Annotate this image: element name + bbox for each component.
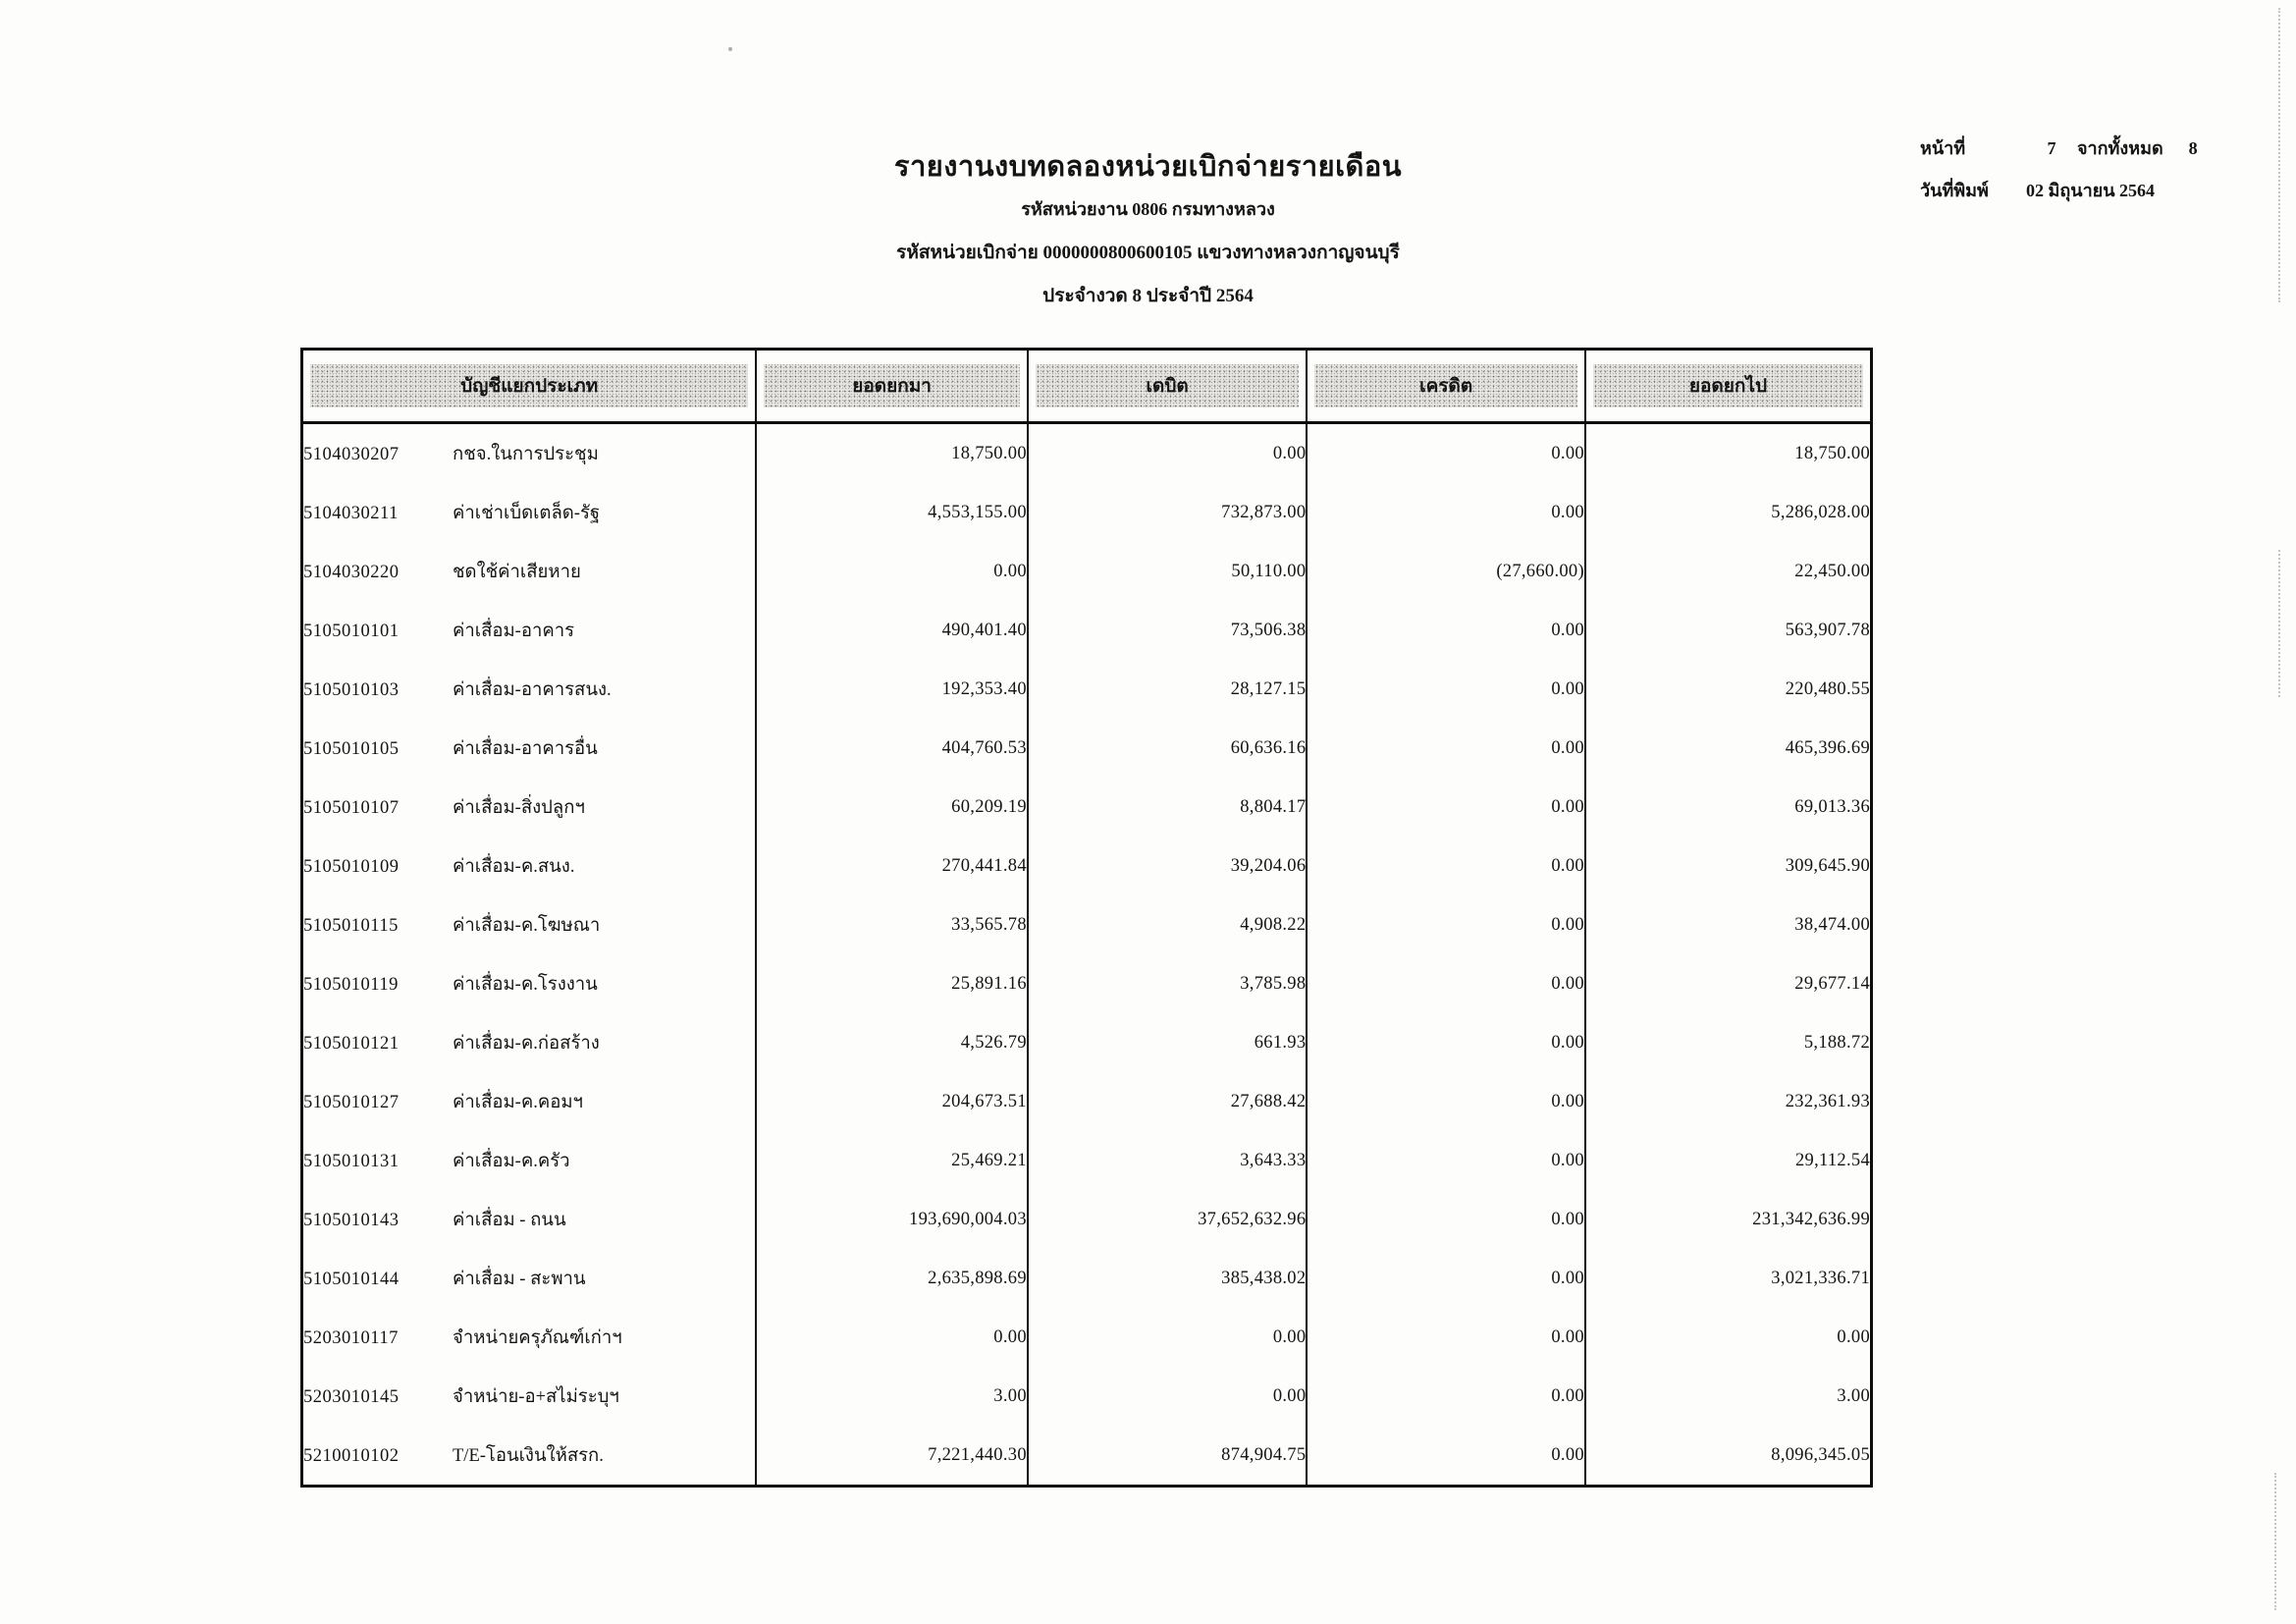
account-cell (302, 483, 757, 542)
table-row (302, 954, 1872, 1013)
debit-cell: 874,904.75 (1028, 1426, 1308, 1487)
credit-cell: 0.00 (1307, 483, 1585, 542)
carry-forward-in-cell: 192,353.40 (756, 660, 1028, 719)
account-cell (302, 542, 757, 601)
account-name: ค่าเสื่อม-ค.คอมฯ (453, 1092, 583, 1112)
carry-forward-in-cell: 3.00 (756, 1367, 1028, 1426)
credit-cell: 0.00 (1307, 660, 1585, 719)
col-header-debit (1028, 350, 1308, 423)
account-name: ค่าเสื่อม - สะพาน (453, 1269, 586, 1289)
carry-forward-in-cell: 0.00 (756, 1308, 1028, 1367)
carry-forward-in-cell: 2,635,898.69 (756, 1249, 1028, 1308)
debit-cell: 39,204.06 (1028, 837, 1308, 895)
carry-forward-in-cell: 204,673.51 (756, 1072, 1028, 1131)
table-row (302, 837, 1872, 895)
trial-balance-table (300, 348, 1873, 1488)
account-name: ชดใช้ค่าเสียหาย (453, 562, 581, 582)
account-code: 5105010101 (303, 621, 400, 641)
carry-forward-out-cell: 309,645.90 (1585, 837, 1872, 895)
account-code: 5210010102 (303, 1445, 400, 1466)
carry-forward-out-cell: 22,450.00 (1585, 542, 1872, 601)
account-code: 5105010115 (303, 915, 399, 936)
debit-cell: 60,636.16 (1028, 719, 1308, 778)
table-header (302, 350, 1872, 423)
print-info-block (1920, 134, 2273, 218)
carry-forward-in-cell: 0.00 (756, 542, 1028, 601)
account-code: 5105010143 (303, 1210, 400, 1230)
disbursement-unit-line: รหัสหน่วยเบิกจ่าย 0000000800600105 แขวงทางหลวงกาญจนบุรี (896, 243, 1400, 263)
table-row (302, 1426, 1872, 1487)
account-code: 5105010107 (303, 797, 400, 818)
table-row (302, 601, 1872, 660)
period-line: ประจำงวด 8 ประจำปี 2564 (1042, 286, 1254, 306)
carry-forward-out-cell: 232,361.93 (1585, 1072, 1872, 1131)
carry-forward-in-cell: 25,469.21 (756, 1131, 1028, 1190)
credit-cell: 0.00 (1307, 837, 1585, 895)
account-name: ค่าเสื่อม-ค.โรงงาน (453, 974, 598, 995)
col-header-account (302, 350, 757, 423)
carry-forward-out-cell: 3.00 (1585, 1367, 1872, 1426)
credit-cell: 0.00 (1307, 895, 1585, 954)
account-name: ค่าเสื่อม - ถนน (453, 1210, 566, 1230)
carry-forward-out-cell: 3,021,336.71 (1585, 1249, 1872, 1308)
carry-forward-out-cell: 29,677.14 (1585, 954, 1872, 1013)
account-code: 5105010127 (303, 1092, 400, 1112)
account-code: 5105010109 (303, 856, 400, 877)
table-row (302, 660, 1872, 719)
account-name: ค่าเสื่อม-อาคาร (453, 621, 575, 641)
table-header-row (302, 350, 1872, 423)
credit-cell: 0.00 (1307, 1072, 1585, 1131)
account-code: 5104030207 (303, 444, 400, 464)
debit-cell: 0.00 (1028, 1367, 1308, 1426)
carry-forward-out-cell: 5,188.72 (1585, 1013, 1872, 1072)
account-name: T/E-โอนเงินให้สรก. (453, 1445, 604, 1466)
account-name: ค่าเสื่อม-ค.โฆษณา (453, 915, 601, 936)
account-name: จำหน่ายครุภัณฑ์เก่าฯ (453, 1327, 622, 1348)
carry-forward-in-cell: 4,553,155.00 (756, 483, 1028, 542)
account-cell (302, 423, 757, 484)
credit-cell: 0.00 (1307, 1131, 1585, 1190)
account-name: กชจ.ในการประชุม (453, 444, 599, 464)
debit-cell: 28,127.15 (1028, 660, 1308, 719)
carry-forward-out-cell: 563,907.78 (1585, 601, 1872, 660)
account-cell (302, 1013, 757, 1072)
account-code: 5104030220 (303, 562, 400, 582)
col-header-carry-out-label: ยอดยกไป (1593, 364, 1863, 407)
account-name: ค่าเสื่อม-ค.ครัว (453, 1151, 570, 1171)
scan-artifact (2278, 8, 2280, 302)
table-row (302, 719, 1872, 778)
carry-forward-out-cell: 231,342,636.99 (1585, 1190, 1872, 1249)
account-cell (302, 837, 757, 895)
account-code: 5105010121 (303, 1033, 400, 1054)
table-row (302, 1367, 1872, 1426)
print-date-value: 02 มิถุนายน 2564 (2026, 181, 2156, 200)
col-header-carry-in (756, 350, 1028, 423)
table-body (302, 423, 1872, 1487)
debit-cell: 385,438.02 (1028, 1249, 1308, 1308)
debit-cell: 661.93 (1028, 1013, 1308, 1072)
carry-forward-out-cell: 29,112.54 (1585, 1131, 1872, 1190)
credit-cell: 0.00 (1307, 423, 1585, 484)
account-cell (302, 1308, 757, 1367)
table-row (302, 1013, 1872, 1072)
report-title: รายงานงบทดลองหน่วยเบิกจ่ายรายเดือน (893, 151, 1403, 183)
agency-code-line: รหัสหน่วยงาน 0806 กรมทางหลวง (1021, 199, 1275, 219)
credit-cell: 0.00 (1307, 1249, 1585, 1308)
scan-artifact (728, 47, 732, 51)
total-pages-label: จากทั้งหมด (2077, 138, 2163, 158)
account-cell (302, 719, 757, 778)
scan-artifact (2278, 550, 2280, 697)
account-name: ค่าเสื่อม-ค.สนง. (453, 856, 575, 877)
credit-cell: 0.00 (1307, 601, 1585, 660)
carry-forward-out-cell: 220,480.55 (1585, 660, 1872, 719)
account-cell (302, 1072, 757, 1131)
table-row (302, 778, 1872, 837)
credit-cell: (27,660.00) (1307, 542, 1585, 601)
debit-cell: 37,652,632.96 (1028, 1190, 1308, 1249)
account-cell (302, 1190, 757, 1249)
account-name: ค่าเสื่อม-สิ่งปลูกฯ (453, 797, 585, 818)
table-row (302, 1131, 1872, 1190)
table-row (302, 1249, 1872, 1308)
scan-artifact (2274, 1473, 2276, 1610)
table-row (302, 423, 1872, 484)
carry-forward-in-cell: 270,441.84 (756, 837, 1028, 895)
debit-cell: 8,804.17 (1028, 778, 1308, 837)
carry-forward-in-cell: 7,221,440.30 (756, 1426, 1028, 1487)
page-label: หน้าที่ (1920, 138, 1966, 158)
account-cell (302, 660, 757, 719)
carry-forward-in-cell: 25,891.16 (756, 954, 1028, 1013)
account-cell (302, 1131, 757, 1190)
account-cell (302, 1249, 757, 1308)
debit-cell: 3,785.98 (1028, 954, 1308, 1013)
print-date-row (1920, 176, 2273, 204)
table-row (302, 1308, 1872, 1367)
account-name: ค่าเสื่อม-ค.ก่อสร้าง (453, 1033, 600, 1054)
carry-forward-out-cell: 5,286,028.00 (1585, 483, 1872, 542)
carry-forward-in-cell: 4,526.79 (756, 1013, 1028, 1072)
total-pages-number: 8 (2188, 138, 2198, 158)
carry-forward-in-cell: 193,690,004.03 (756, 1190, 1028, 1249)
account-name: ค่าเช่าเบ็ดเตล็ด-รัฐ (453, 503, 601, 523)
account-cell (302, 1426, 757, 1487)
account-name: จำหน่าย-อ+สไม่ระบุฯ (453, 1386, 619, 1407)
col-header-carry-out (1585, 350, 1872, 423)
col-header-carry-in-label: ยอดยกมา (764, 364, 1020, 407)
credit-cell: 0.00 (1307, 1367, 1585, 1426)
debit-cell: 27,688.42 (1028, 1072, 1308, 1131)
carry-forward-out-cell: 0.00 (1585, 1308, 1872, 1367)
debit-cell: 0.00 (1028, 423, 1308, 484)
carry-forward-out-cell: 38,474.00 (1585, 895, 1872, 954)
print-date-label: วันที่พิมพ์ (1920, 181, 1989, 200)
table-row (302, 1190, 1872, 1249)
carry-forward-out-cell: 69,013.36 (1585, 778, 1872, 837)
debit-cell: 732,873.00 (1028, 483, 1308, 542)
col-header-credit (1307, 350, 1585, 423)
account-code: 5203010117 (303, 1327, 399, 1348)
credit-cell: 0.00 (1307, 954, 1585, 1013)
table-row (302, 895, 1872, 954)
account-code: 5203010145 (303, 1386, 400, 1407)
carry-forward-out-cell: 18,750.00 (1585, 423, 1872, 484)
account-name: ค่าเสื่อม-อาคารสนง. (453, 679, 612, 700)
page-number: 7 (2047, 138, 2056, 158)
table-row (302, 542, 1872, 601)
account-cell (302, 895, 757, 954)
col-header-debit-label: เดบิต (1036, 364, 1300, 407)
debit-cell: 73,506.38 (1028, 601, 1308, 660)
account-code: 5105010144 (303, 1269, 400, 1289)
debit-cell: 0.00 (1028, 1308, 1308, 1367)
col-header-credit-label: เครดิต (1314, 364, 1577, 407)
debit-cell: 50,110.00 (1028, 542, 1308, 601)
carry-forward-in-cell: 33,565.78 (756, 895, 1028, 954)
credit-cell: 0.00 (1307, 1013, 1585, 1072)
account-code: 5104030211 (303, 503, 399, 523)
debit-cell: 3,643.33 (1028, 1131, 1308, 1190)
carry-forward-in-cell: 490,401.40 (756, 601, 1028, 660)
account-code: 5105010105 (303, 738, 400, 759)
carry-forward-out-cell: 8,096,345.05 (1585, 1426, 1872, 1487)
account-cell (302, 778, 757, 837)
account-cell (302, 1367, 757, 1426)
page-number-row (1920, 134, 2273, 162)
credit-cell: 0.00 (1307, 1426, 1585, 1487)
carry-forward-in-cell: 18,750.00 (756, 423, 1028, 484)
account-cell (302, 601, 757, 660)
credit-cell: 0.00 (1307, 719, 1585, 778)
account-code: 5105010131 (303, 1151, 400, 1171)
account-code: 5105010119 (303, 974, 399, 995)
credit-cell: 0.00 (1307, 778, 1585, 837)
credit-cell: 0.00 (1307, 1308, 1585, 1367)
account-name: ค่าเสื่อม-อาคารอื่น (453, 738, 598, 759)
account-code: 5105010103 (303, 679, 400, 700)
carry-forward-in-cell: 60,209.19 (756, 778, 1028, 837)
table-row (302, 1072, 1872, 1131)
account-cell (302, 954, 757, 1013)
carry-forward-out-cell: 465,396.69 (1585, 719, 1872, 778)
carry-forward-in-cell: 404,760.53 (756, 719, 1028, 778)
credit-cell: 0.00 (1307, 1190, 1585, 1249)
debit-cell: 4,908.22 (1028, 895, 1308, 954)
col-header-account-label: บัญชีแยกประเภท (310, 364, 748, 407)
table-row (302, 483, 1872, 542)
